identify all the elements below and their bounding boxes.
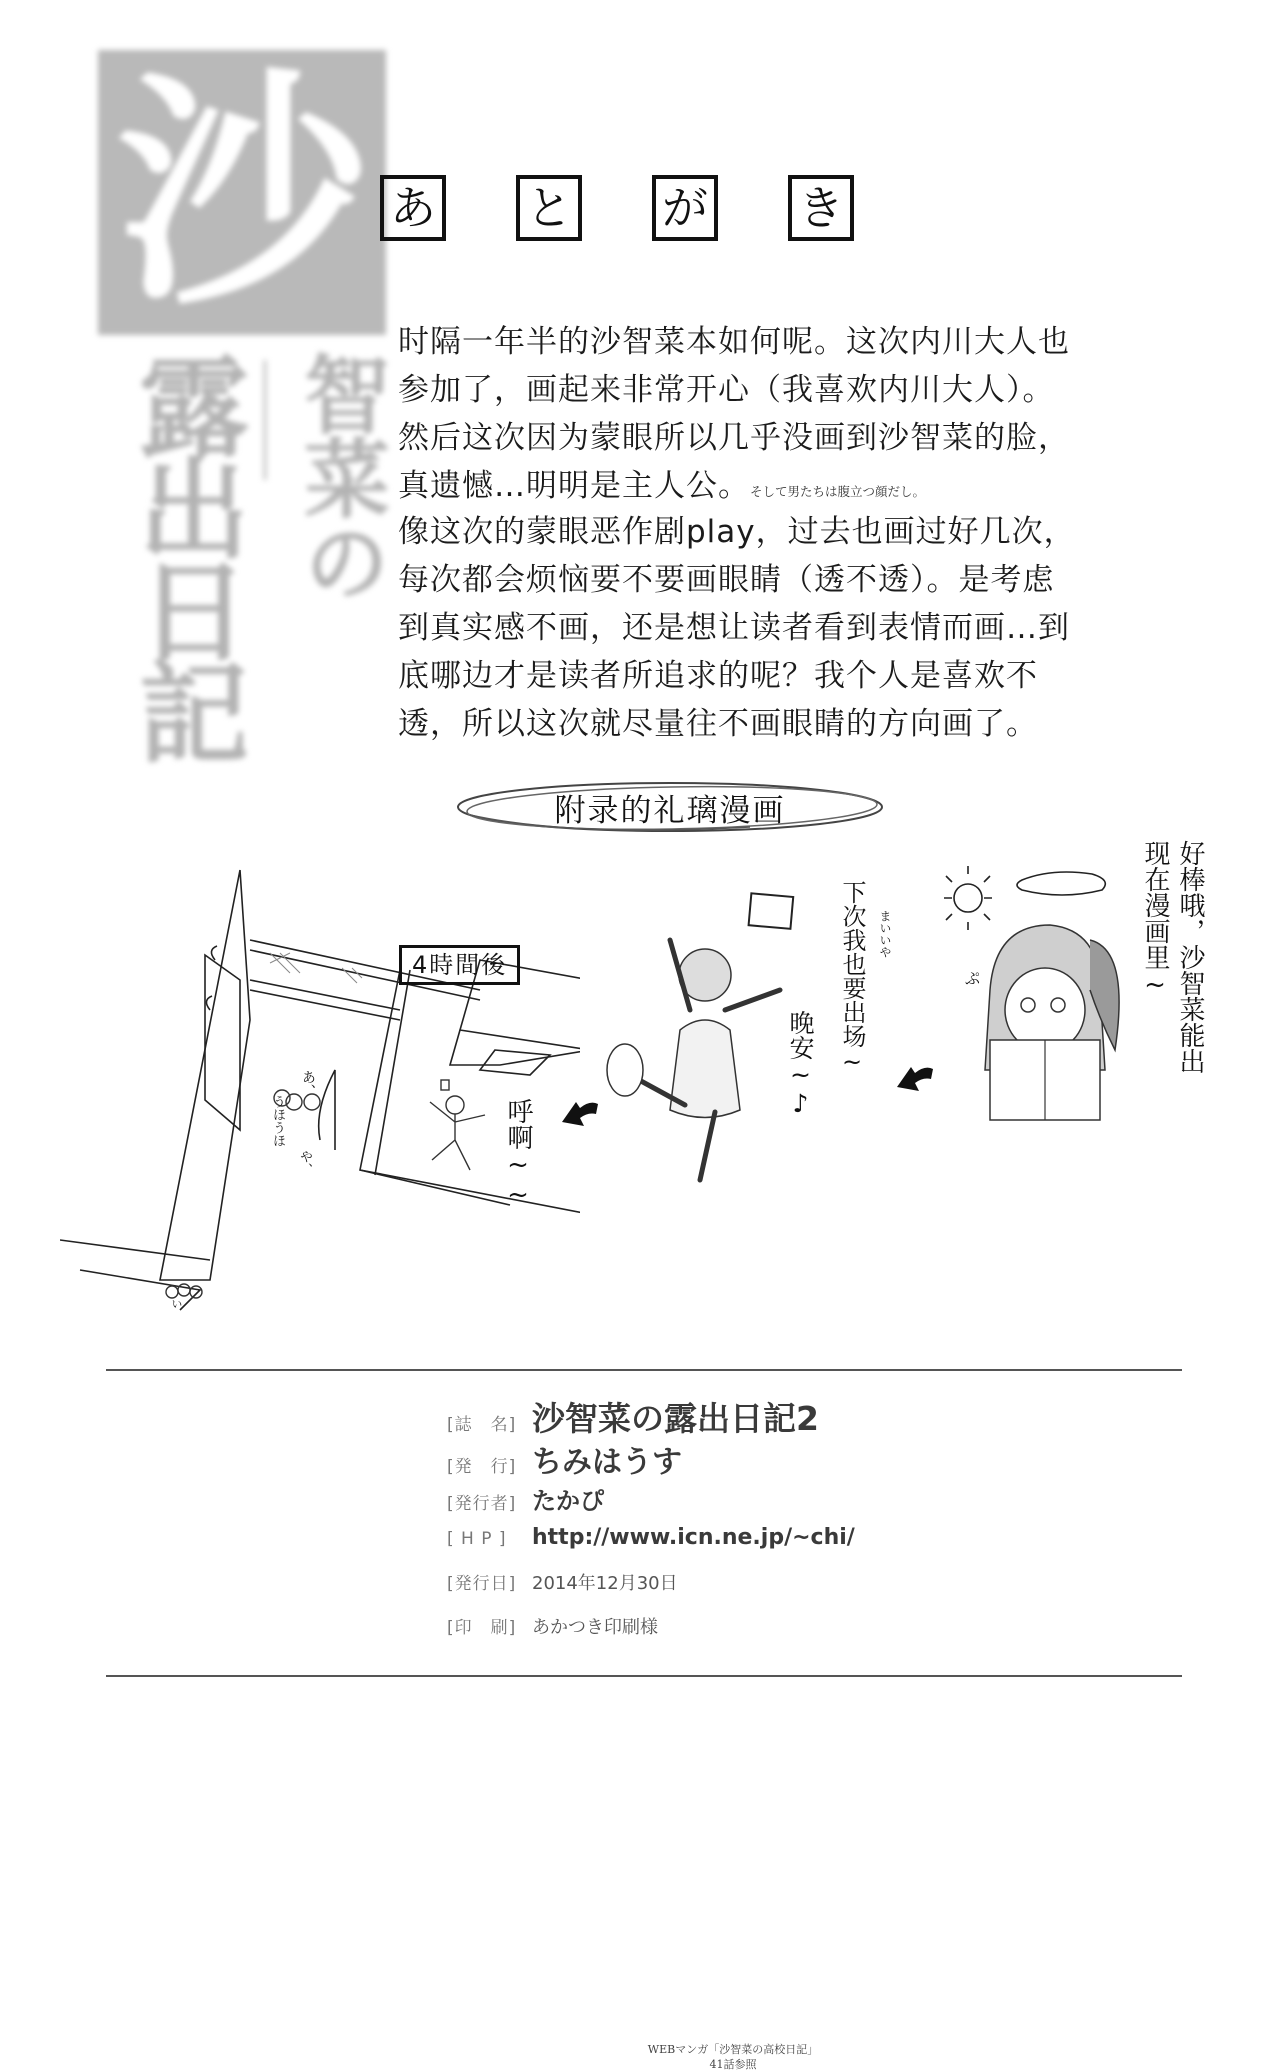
text-line: 每次都会烦恼要不要画眼睛（透不透）。是考虑 xyxy=(398,562,1055,598)
text-line: 透，所以这次就尽量往不画眼睛的方向画了。 xyxy=(398,706,1038,742)
girl-reading-illustration xyxy=(940,840,1140,1140)
series-logo xyxy=(98,45,390,815)
colophon-value: ちみはうす xyxy=(532,1445,682,1480)
text-line: 时隔一年半的沙智菜本如何呢。这次内川大人也 xyxy=(398,324,1070,360)
colophon-label: [誌 名] xyxy=(447,1415,517,1435)
text-line: 到真实感不画，还是想让读者看到表情而画…到 xyxy=(398,610,1070,646)
title-char: あ xyxy=(380,175,446,241)
afterword-paragraph-1 xyxy=(398,318,1178,516)
reference-note xyxy=(628,2042,838,2072)
sfx-text: うほうほ xyxy=(270,1095,285,1147)
title-char: き xyxy=(788,175,854,241)
text-line-content: 真遗憾…明明是主人公。 xyxy=(398,468,750,504)
text-line: 参加了，画起来非常开心（我喜欢内川大人）。 xyxy=(398,372,1055,408)
title-char: と xyxy=(516,175,582,241)
sfx-text: あ、 xyxy=(300,1070,316,1098)
colophon-label: [発 行] xyxy=(447,1457,517,1477)
colophon-label: [ H P ] xyxy=(447,1529,507,1549)
reference-note-line: 41話参照 xyxy=(709,2058,757,2071)
flow-arrow-icon xyxy=(895,1065,935,1095)
colophon xyxy=(447,1393,855,1657)
reference-note-line: WEBマンガ「沙智菜の高校日記」 xyxy=(647,2043,819,2056)
homepage-link[interactable]: http://www.icn.ne.jp/~chi/ xyxy=(532,1525,855,1550)
rooftop-room-illustration xyxy=(60,840,580,1340)
speech-good-night: 晚安~♪ xyxy=(786,1010,815,1118)
page-title xyxy=(380,175,854,241)
title-char: が xyxy=(652,175,718,241)
colophon-label: [発行者] xyxy=(447,1494,517,1514)
colophon-label: [印 刷] xyxy=(447,1618,517,1638)
text-line: 底哪边才是读者所追求的呢？我个人是喜欢不 xyxy=(398,658,1038,694)
sfx-puff: ぷ xyxy=(962,970,981,986)
logo-column-1: 智菜の xyxy=(289,350,390,602)
sfx-text: や、 xyxy=(297,1150,312,1176)
aside-text: まいいや xyxy=(878,910,892,958)
colophon-value: たかぴ xyxy=(532,1487,604,1515)
speech-sigh: 呼啊~~ xyxy=(503,1098,533,1210)
colophon-row-publisher xyxy=(447,1437,855,1481)
time-caption: 4時間後 xyxy=(399,945,520,985)
speech-in-manga: 现在漫画里~ xyxy=(1140,840,1170,1000)
aside-note: そして男たちは腹立つ顔だし。 xyxy=(750,484,926,499)
bonus-manga-banner xyxy=(450,775,890,839)
colophon-row-homepage xyxy=(447,1525,855,1569)
colophon-divider-bottom xyxy=(106,1675,1182,1677)
colophon-row-printer xyxy=(447,1613,855,1657)
colophon-divider-top xyxy=(106,1369,1182,1371)
colophon-value: 沙智菜の露出日記2 xyxy=(532,1399,819,1438)
colophon-value: あかつき印刷様 xyxy=(532,1617,658,1638)
colophon-value: 2014年12月30日 xyxy=(532,1573,678,1594)
sfx-text: い xyxy=(170,1298,183,1309)
logo-column-2: 露出日記 xyxy=(121,350,250,758)
banner-label: 附录的礼璃漫画 xyxy=(554,792,786,829)
logo-divider xyxy=(263,360,267,480)
colophon-row-title xyxy=(447,1393,855,1437)
logo-large-char: 沙 xyxy=(117,45,367,339)
text-line: 像这次的蒙眼恶作剧play，过去也画过好几次， xyxy=(398,514,1076,550)
speech-next-time: 下次我也要出场~ xyxy=(838,880,866,1076)
speech-great: 好棒哦，沙智菜能出 xyxy=(1175,840,1205,1074)
colophon-row-date xyxy=(447,1569,855,1613)
colophon-label: [発行日] xyxy=(447,1574,517,1594)
colophon-row-issuer xyxy=(447,1481,855,1525)
afterword-paragraph-2 xyxy=(398,508,1178,748)
text-line: 然后这次因为蒙眼所以几乎没画到沙智菜的脸， xyxy=(398,420,1070,456)
